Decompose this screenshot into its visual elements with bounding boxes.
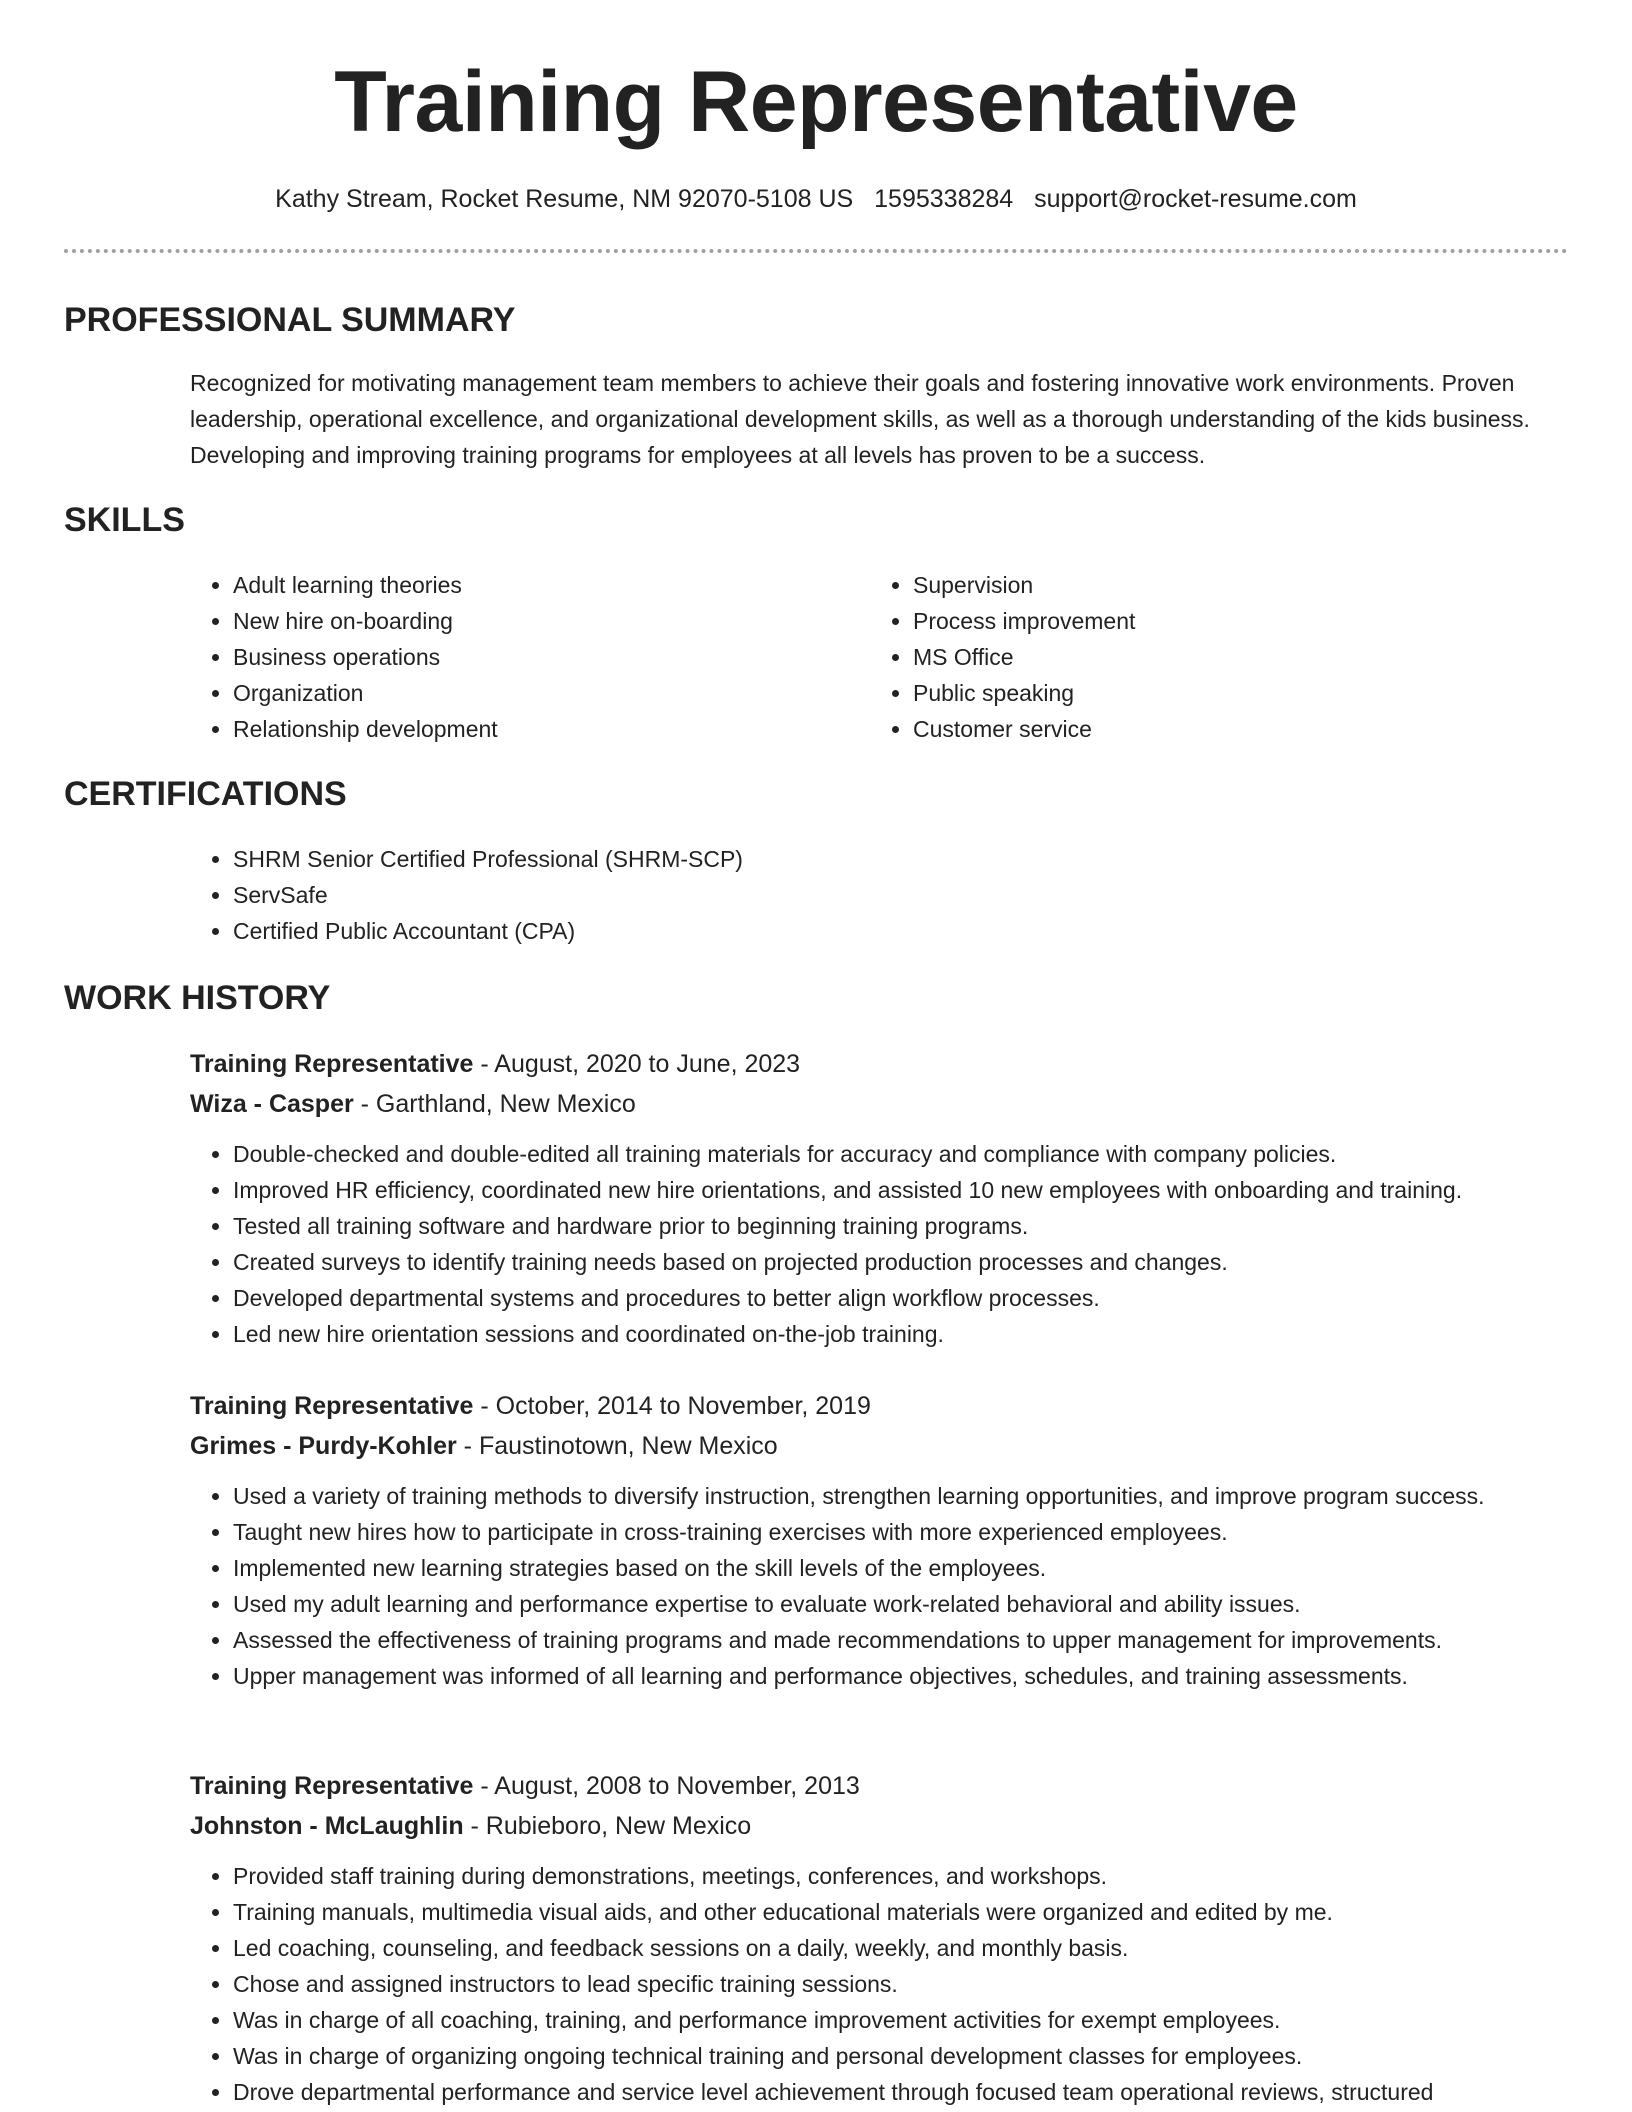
skill-item: • Public speaking (913, 675, 1510, 711)
job-bullet: • Taught new hires how to participate in cross-training exercises with more experienced employees. (233, 1514, 1580, 1550)
job-bullet: • Was in charge of all coaching, training, and performance improvement activities for exempt employees. (233, 2002, 1580, 2038)
job-bullet: • Led new hire orientation sessions and coordinated on-the-job training. (233, 1316, 1580, 1352)
job-bullets (190, 1858, 1580, 2110)
job-bullet: • Used a variety of training methods to diversify instruction, strengthen learning opportunities, and improve program success. (233, 1478, 1580, 1514)
job-bullet: • Provided staff training during demonstrations, meetings, conferences, and workshops. (233, 1858, 1580, 1894)
certifications-list (190, 841, 1570, 949)
header-divider (64, 249, 1568, 253)
skill-item: • Adult learning theories (233, 567, 830, 603)
job-title-line (190, 1766, 1580, 1806)
skills-left-list (190, 567, 830, 747)
job-bullet: • Used my adult learning and performance expertise to evaluate work-related behavioral and ability issues. (233, 1586, 1580, 1622)
certifications-heading: CERTIFICATIONS (64, 775, 347, 813)
skill-item: • MS Office (913, 639, 1510, 675)
job-company-line (190, 1084, 1580, 1124)
skills-right-column (870, 567, 1510, 747)
job-bullet: • Chose and assigned instructors to lead specific training sessions. (233, 1966, 1580, 2002)
work-history-heading: WORK HISTORY (64, 979, 331, 1017)
summary-heading: PROFESSIONAL SUMMARY (64, 301, 516, 339)
skills-heading: SKILLS (64, 501, 185, 539)
job-entry-3 (190, 1766, 1580, 2110)
job-company: Grimes - Purdy-Kohler (190, 1432, 457, 1460)
job-company: Wiza - Casper (190, 1090, 354, 1118)
job-company-line (190, 1806, 1580, 1846)
job-bullet: • Assessed the effectiveness of training programs and made recommendations to upper management for improvements. (233, 1622, 1580, 1658)
certification-item: • SHRM Senior Certified Professional (SHRM-SCP) (233, 841, 1570, 877)
job-location: - Garthland, New Mexico (353, 1090, 636, 1118)
job-bullet: • Improved HR efficiency, coordinated new hire orientations, and assisted 10 new employees with onboarding and training. (233, 1172, 1580, 1208)
job-bullet: • Tested all training software and hardware prior to beginning training programs. (233, 1208, 1580, 1244)
job-dates: - October, 2014 to November, 2019 (473, 1392, 871, 1420)
contact-phone: 1595338284 (874, 185, 1014, 213)
skill-item: • Organization (233, 675, 830, 711)
job-bullet: • Was in charge of organizing ongoing technical training and personal development classes for employees. (233, 2038, 1580, 2074)
job-bullet: • Created surveys to identify training needs based on projected production processes and changes. (233, 1244, 1580, 1280)
job-bullets (190, 1478, 1580, 1694)
resume-name-title: Training Representative (334, 54, 1298, 150)
skill-item: • Supervision (913, 567, 1510, 603)
skills-right-list (870, 567, 1510, 747)
skill-item: • Customer service (913, 711, 1510, 747)
summary-text: Recognized for motivating management team members to achieve their goals and fostering innovative work environments. Proven leadership, operational excellence, and organizational development skills, as well as a thorough understanding of the kids business. Developing and improving training programs for employees at all levels has proven to be a success. (190, 370, 1530, 468)
skill-item: • Relationship development (233, 711, 830, 747)
contact-line (0, 182, 1632, 216)
certification-item: • Certified Public Accountant (CPA) (233, 913, 1570, 949)
contact-address: Kathy Stream, Rocket Resume, NM 92070-5108 US (275, 185, 854, 213)
job-title-line (190, 1044, 1580, 1084)
certifications-list-wrapper (190, 841, 1570, 949)
job-bullet: • Implemented new learning strategies based on the skill levels of the employees. (233, 1550, 1580, 1586)
job-bullet: • Training manuals, multimedia visual aids, and other educational materials were organized and edited by me. (233, 1894, 1580, 1930)
job-bullet: • Developed departmental systems and procedures to better align workflow processes. (233, 1280, 1580, 1316)
job-title: Training Representative (190, 1050, 474, 1078)
job-dates: - August, 2008 to November, 2013 (473, 1772, 860, 1800)
skill-item: • Process improvement (913, 603, 1510, 639)
certification-item: • ServSafe (233, 877, 1570, 913)
job-company: Johnston - McLaughlin (190, 1812, 464, 1840)
job-dates: - August, 2020 to June, 2023 (473, 1050, 801, 1078)
job-entry-2 (190, 1386, 1580, 1694)
job-entry-1 (190, 1044, 1580, 1352)
job-bullet: • Drove departmental performance and service level achievement through focused team operational reviews, structured (233, 2074, 1580, 2110)
job-location: - Rubieboro, New Mexico (463, 1812, 752, 1840)
skills-left-column (190, 567, 830, 747)
job-title: Training Representative (190, 1392, 474, 1420)
contact-email: support@rocket-resume.com (1034, 185, 1357, 213)
job-title: Training Representative (190, 1772, 474, 1800)
job-bullet: • Led coaching, counseling, and feedback sessions on a daily, weekly, and monthly basis. (233, 1930, 1580, 1966)
skill-item: • New hire on-boarding (233, 603, 830, 639)
skill-item: • Business operations (233, 639, 830, 675)
job-title-line (190, 1386, 1580, 1426)
job-bullets (190, 1136, 1580, 1352)
job-bullet: • Double-checked and double-edited all training materials for accuracy and compliance with company policies. (233, 1136, 1580, 1172)
job-location: - Faustinotown, New Mexico (456, 1432, 778, 1460)
job-company-line (190, 1426, 1580, 1466)
job-bullet: • Upper management was informed of all learning and performance objectives, schedules, and training assessments. (233, 1658, 1580, 1694)
